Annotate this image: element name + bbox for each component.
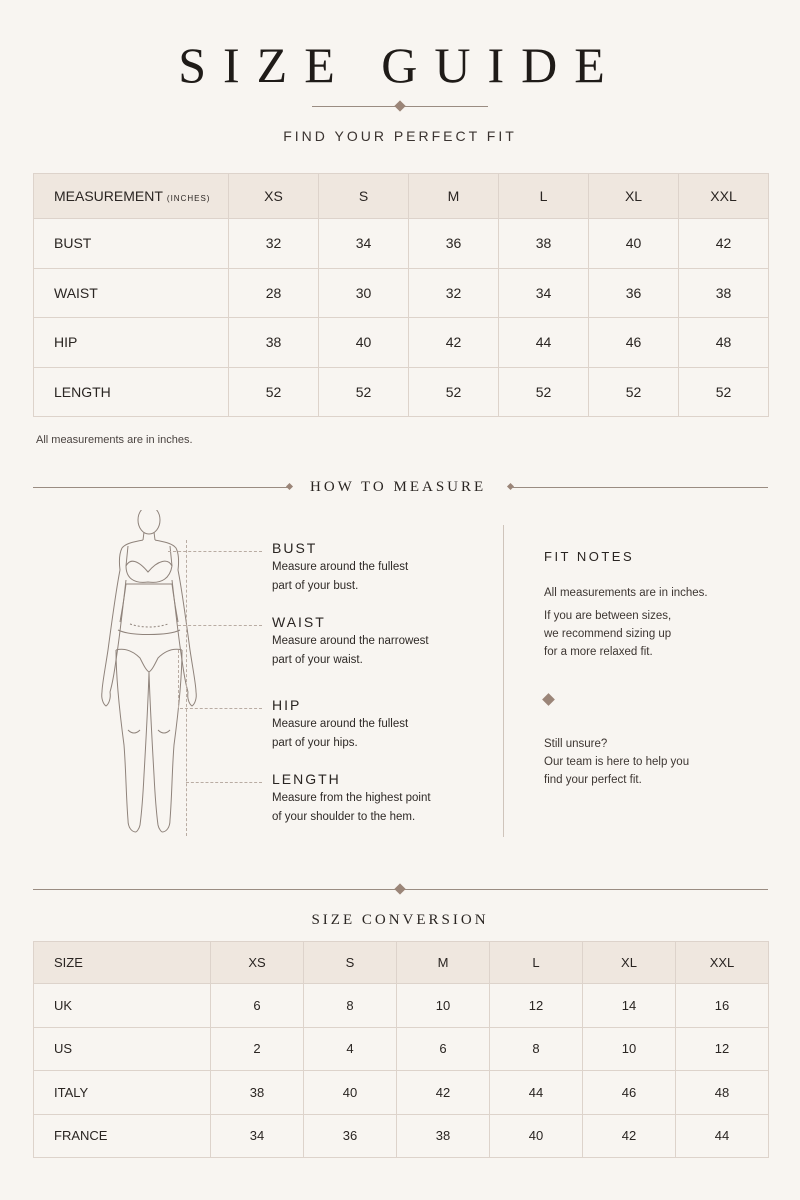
table-cell: 52 <box>589 367 679 417</box>
column-header: L <box>490 942 583 984</box>
size-table <box>33 173 769 417</box>
row-label: UK <box>34 984 211 1028</box>
table-cell: 2 <box>211 1027 304 1071</box>
body-figure-illustration <box>90 510 210 840</box>
size-conversion-table <box>33 941 769 1158</box>
table-cell: 6 <box>211 984 304 1028</box>
hip-vertical-leader <box>178 650 179 708</box>
row-label: LENGTH <box>34 367 229 417</box>
size-conversion-heading: SIZE CONVERSION <box>311 912 489 928</box>
corner-unit: (INCHES) <box>166 194 211 203</box>
table-cell: 52 <box>409 367 499 417</box>
section-divider-right <box>512 487 768 488</box>
table-row <box>34 367 769 417</box>
table-cell: 6 <box>397 1027 490 1071</box>
row-label: US <box>34 1027 211 1071</box>
size-table-header-row <box>34 174 769 219</box>
column-header: XXL <box>679 174 769 219</box>
table-row <box>34 268 769 318</box>
column-header: M <box>397 942 490 984</box>
waist-description <box>272 632 482 670</box>
length-leader-line <box>186 782 262 783</box>
column-header: XXL <box>676 942 769 984</box>
column-header: XL <box>583 942 676 984</box>
length-instruction <box>272 771 482 827</box>
table-cell: 28 <box>229 268 319 318</box>
corner-label: MEASUREMENT <box>54 188 163 204</box>
waist-leader-line <box>178 625 262 626</box>
waist-title: WAIST <box>272 614 326 630</box>
table-cell: 36 <box>589 268 679 318</box>
table-cell: 52 <box>319 367 409 417</box>
table-cell: 44 <box>676 1114 769 1158</box>
table-cell: 34 <box>319 219 409 269</box>
fit-notes-line: for a more relaxed fit. <box>544 646 653 658</box>
table-cell: 44 <box>499 318 589 368</box>
column-header: L <box>499 174 589 219</box>
diamond-ornament-icon <box>394 100 405 111</box>
table-cell: 38 <box>499 219 589 269</box>
table-row <box>34 219 769 269</box>
table-cell: 40 <box>490 1114 583 1158</box>
table-cell: 12 <box>676 1027 769 1071</box>
hip-description <box>272 715 482 753</box>
row-label: WAIST <box>34 268 229 318</box>
diamond-ornament-icon <box>394 883 405 894</box>
table-row <box>34 1071 769 1115</box>
table-cell: 16 <box>676 984 769 1028</box>
bust-instruction <box>272 540 482 596</box>
hip-title: HIP <box>272 697 302 713</box>
table-cell: 10 <box>397 984 490 1028</box>
table-cell: 46 <box>583 1071 676 1115</box>
table-cell: 4 <box>304 1027 397 1071</box>
table-cell: 52 <box>499 367 589 417</box>
table-cell: 8 <box>490 1027 583 1071</box>
table-cell: 38 <box>397 1114 490 1158</box>
table-cell: 44 <box>490 1071 583 1115</box>
table-cell: 40 <box>319 318 409 368</box>
table-row <box>34 318 769 368</box>
section-divider-left <box>33 487 288 488</box>
table-cell: 42 <box>679 219 769 269</box>
waist-desc-line: part of your waist. <box>272 654 363 666</box>
column-header: XS <box>211 942 304 984</box>
diamond-ornament-icon <box>542 693 555 706</box>
length-desc-line: Measure from the highest point <box>272 792 431 804</box>
row-label: ITALY <box>34 1071 211 1115</box>
table-row <box>34 984 769 1028</box>
table-row <box>34 1027 769 1071</box>
column-header: M <box>409 174 499 219</box>
length-title: LENGTH <box>272 771 341 787</box>
row-label: BUST <box>34 219 229 269</box>
table-cell: 40 <box>589 219 679 269</box>
row-label: FRANCE <box>34 1114 211 1158</box>
table-cell: 36 <box>304 1114 397 1158</box>
column-header: XL <box>589 174 679 219</box>
table-cell: 10 <box>583 1027 676 1071</box>
table-cell: 30 <box>319 268 409 318</box>
measurement-footnote: All measurements are in inches. <box>36 434 193 446</box>
table-cell: 32 <box>229 219 319 269</box>
page-subtitle: FIND YOUR PERFECT FIT <box>283 128 517 144</box>
table-cell: 52 <box>679 367 769 417</box>
table-cell: 38 <box>229 318 319 368</box>
table-cell: 34 <box>211 1114 304 1158</box>
page-title: SIZE GUIDE <box>178 37 622 93</box>
table-cell: 38 <box>211 1071 304 1115</box>
bust-title: BUST <box>272 540 318 556</box>
fit-notes-line: we recommend sizing up <box>544 628 672 640</box>
fit-notes-heading: FIT NOTES <box>544 549 635 564</box>
row-label: HIP <box>34 318 229 368</box>
table-cell: 34 <box>499 268 589 318</box>
length-description <box>272 789 482 827</box>
conversion-header-row <box>34 942 769 984</box>
bust-leader-line <box>168 551 262 552</box>
table-cell: 38 <box>679 268 769 318</box>
hip-instruction <box>272 697 482 753</box>
table-cell: 42 <box>409 318 499 368</box>
hip-desc-line: Measure around the fullest <box>272 718 409 730</box>
table-cell: 48 <box>676 1071 769 1115</box>
length-vertical-leader <box>186 540 187 836</box>
waist-desc-line: Measure around the narrowest <box>272 635 429 647</box>
bust-description <box>272 558 482 596</box>
table-cell: 42 <box>397 1071 490 1115</box>
waist-instruction <box>272 614 482 670</box>
bust-desc-line: part of your bust. <box>272 580 359 592</box>
hip-leader-line <box>180 708 262 709</box>
table-cell: 36 <box>409 219 499 269</box>
diamond-ornament-icon <box>286 483 293 490</box>
fit-notes-line: All measurements are in inches. <box>544 587 708 599</box>
how-to-measure-heading: HOW TO MEASURE <box>310 479 487 495</box>
table-cell: 14 <box>583 984 676 1028</box>
help-paragraph <box>544 735 689 789</box>
column-header: S <box>304 942 397 984</box>
fit-notes-paragraph <box>544 607 671 661</box>
table-cell: 32 <box>409 268 499 318</box>
column-separator <box>503 525 504 837</box>
fit-notes-line: If you are between sizes, <box>544 610 672 622</box>
table-cell: 42 <box>583 1114 676 1158</box>
table-cell: 46 <box>589 318 679 368</box>
help-line: Our team is here to help you <box>544 756 690 768</box>
table-cell: 48 <box>679 318 769 368</box>
length-desc-line: of your shoulder to the hem. <box>272 811 416 823</box>
table-cell: 52 <box>229 367 319 417</box>
help-line: Still unsure? <box>544 738 608 750</box>
hip-desc-line: part of your hips. <box>272 737 358 749</box>
table-cell: 12 <box>490 984 583 1028</box>
table-row <box>34 1114 769 1158</box>
help-line: find your perfect fit. <box>544 774 642 786</box>
size-table-corner-header <box>34 174 229 219</box>
conversion-corner-header: SIZE <box>34 942 211 984</box>
column-header: S <box>319 174 409 219</box>
table-cell: 40 <box>304 1071 397 1115</box>
bust-desc-line: Measure around the fullest <box>272 561 409 573</box>
column-header: XS <box>229 174 319 219</box>
table-cell: 8 <box>304 984 397 1028</box>
